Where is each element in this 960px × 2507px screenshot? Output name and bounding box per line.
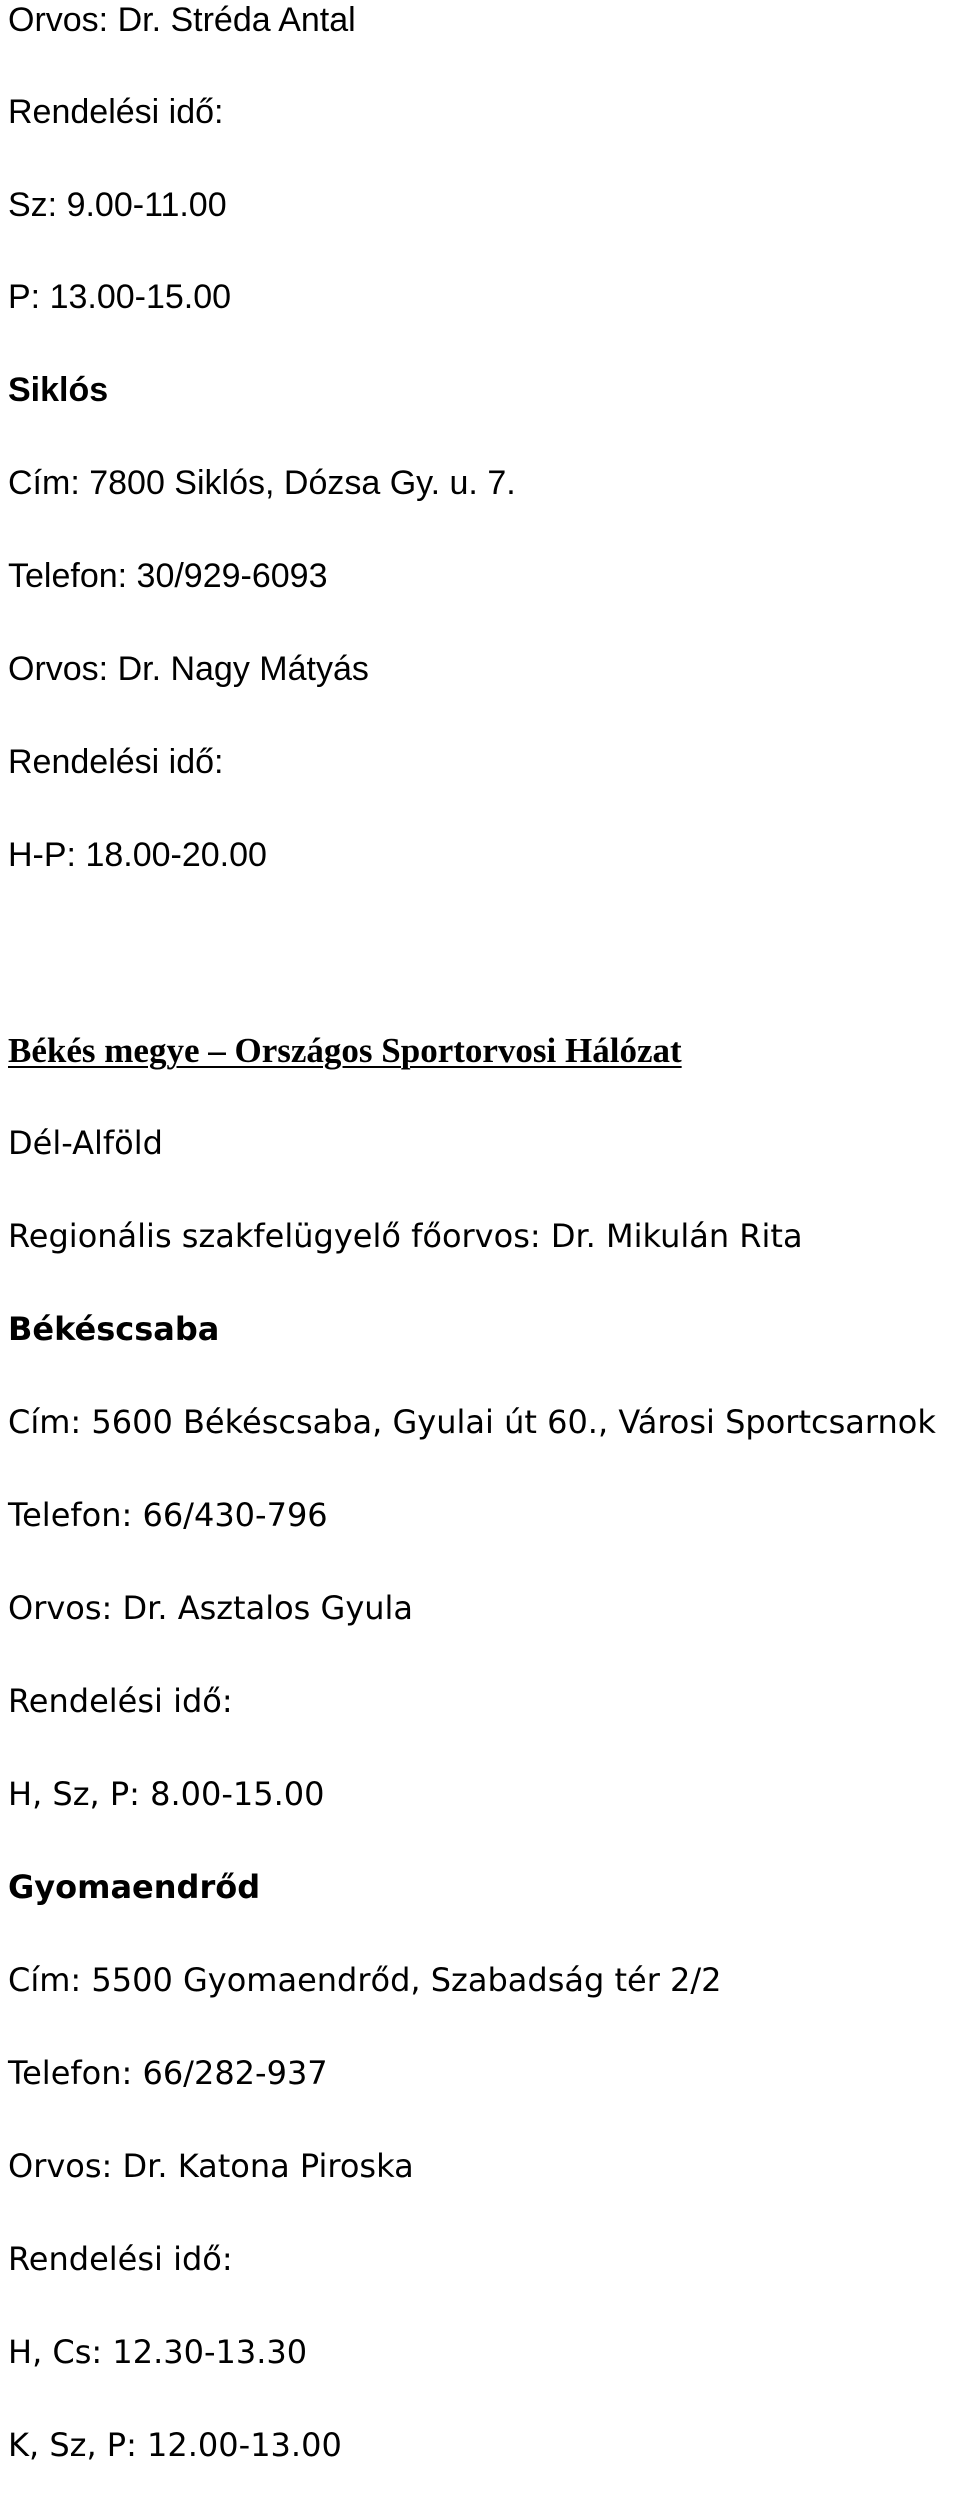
hours-line: P: 13.00-15.00 (8, 278, 232, 316)
phone-line: Telefon: 66/282-937 (8, 2054, 328, 2092)
doctor-line: Orvos: Dr. Asztalos Gyula (8, 1589, 414, 1627)
city-heading-gyomaendrod: Gyomaendrőd (8, 1868, 261, 1906)
hours-label: Rendelési idő: (8, 93, 224, 131)
hours-line: H-P: 18.00-20.00 (8, 836, 267, 874)
phone-line: Telefon: 66/430-796 (8, 1496, 328, 1534)
hours-label: Rendelési idő: (8, 743, 224, 781)
address-line: Cím: 5500 Gyomaendrőd, Szabadság tér 2/2 (8, 1961, 722, 1999)
supervisor-line: Regionális szakfelügyelő főorvos: Dr. Mikulán Rita (8, 1217, 803, 1255)
doctor-line: Orvos: Dr. Katona Piroska (8, 2147, 414, 2185)
city-heading-bekescsaba: Békéscsaba (8, 1310, 220, 1348)
hours-line: H, Sz, P: 8.00-15.00 (8, 1775, 325, 1813)
region-line: Dél-Alföld (8, 1124, 163, 1162)
phone-line: Telefon: 30/929-6093 (8, 557, 328, 595)
hours-line: K, Sz, P: 12.00-13.00 (8, 2426, 342, 2464)
hours-line: H, Cs: 12.30-13.30 (8, 2333, 308, 2371)
hours-label: Rendelési idő: (8, 2240, 233, 2278)
doctor-line: Orvos: Dr. Stréda Antal (8, 1, 356, 39)
county-heading: Békés megye – Országos Sportorvosi Hálózat (8, 1031, 682, 1070)
hours-label: Rendelési idő: (8, 1682, 233, 1720)
address-line: Cím: 7800 Siklós, Dózsa Gy. u. 7. (8, 464, 516, 502)
hours-line: Sz: 9.00-11.00 (8, 186, 227, 224)
address-line: Cím: 5600 Békéscsaba, Gyulai út 60., Városi Sportcsarnok (8, 1403, 936, 1441)
city-heading-siklos: Siklós (8, 371, 109, 409)
doctor-line: Orvos: Dr. Nagy Mátyás (8, 650, 369, 688)
